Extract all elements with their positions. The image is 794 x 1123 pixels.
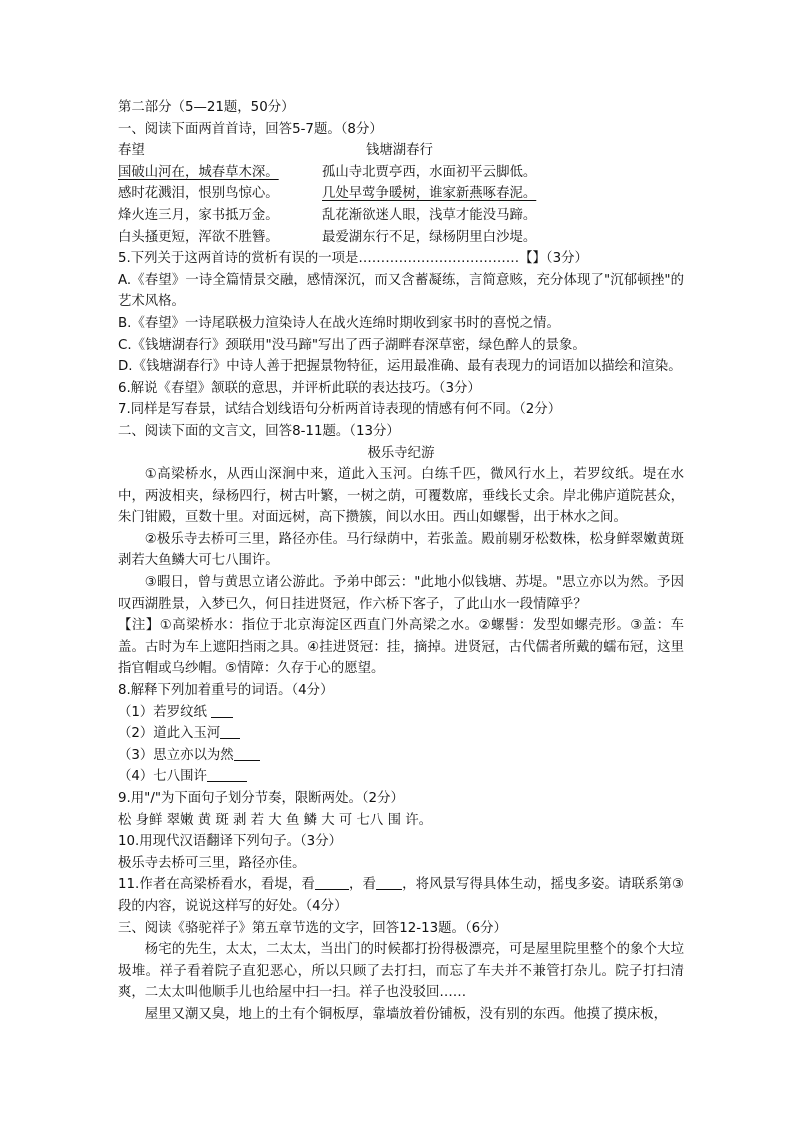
q10-sentence: 极乐寺去桥可三里，路径亦佳。	[118, 855, 306, 871]
passage-paragraph-1: ①高梁桥水，从西山深涧中来，道此入玉河。白练千匹，微风行水上，若罗纹纸。堤在水中，两波相夹，绿杨四行，树古叶繁，一树之荫，可覆数席，垂线长丈余。岸北佛庐道院甚众，朱门钳殿，亘数十里。对面远树，高下攒簇，间以水田。西山如螺髻，出于林水之间。	[118, 467, 684, 526]
q5-option-d: D.《钱塘湖春行》中诗人善于把握景物特征，运用最准确、最有表现力的词语加以描绘和渲染。	[118, 359, 682, 375]
q8-item-text: （1）若罗纹纸	[118, 704, 207, 720]
q11-text: 11.作者在高梁桥看水，看堤，看	[118, 877, 315, 893]
part3-heading: 三、阅读《骆驼祥子》第五章节选的文字，回答12-13题。（6分）	[118, 920, 507, 936]
poem-row	[118, 227, 684, 249]
poem-row	[118, 183, 684, 205]
section-header: 第二部分（5—21题，50分）	[118, 100, 295, 115]
poem1-line-underlined: 国破山河在，城春草木深。	[118, 164, 279, 180]
poem2-title: 钱塘湖春行	[366, 143, 433, 159]
q8-item-2	[118, 723, 684, 745]
q8-item-4	[118, 766, 684, 788]
part3-paragraph-1: 杨宅的先生，太太，二太太，当出门的时候都打扮得极漂亮，可是屋里院里整个的象个大垃圾堆。祥子看着院子直犯恶心，所以只顾了去打扫，而忘了车夫并不兼管打杂儿。院子打扫清爽，二太太叫他顺手儿也给屋中扫一扫。祥子也没驳回……	[118, 942, 684, 1001]
answer-blank[interactable]	[220, 724, 240, 739]
q5-option-c: C.《钱塘湖春行》颈联用"没马蹄"写出了西子湖畔春深草密，绿色醉人的景象。	[118, 337, 586, 353]
answer-blank[interactable]	[211, 703, 233, 718]
passage-paragraph-3: ③暇日，曾与黄思立诸公游此。予弟中郎云："此地小似钱塘、苏堤。"思立亦以为然。予因叹西湖胜景，入梦已久，何日挂进贤冠，作六桥下客子，了此山水一段情障乎？	[118, 575, 684, 612]
answer-blank[interactable]	[376, 875, 402, 890]
passage-paragraph-2: ②极乐寺去桥可三里，路径亦佳。马行绿荫中，若张盖。殿前剔牙松数株，松身鲜翠嫩黄斑剥若大鱼鳞大可七八围许。	[118, 531, 684, 569]
q8-item-text: （2）道此入玉河	[118, 726, 221, 742]
exam-page	[118, 97, 684, 1026]
poem2-line: 最爱湖东行不足，绿杨阴里白沙堤。	[322, 229, 537, 245]
q11-text: ，将风景写得具体生动，摇曳多姿。请联系第③段的内容，说说这样写的好处。（4分）	[118, 877, 685, 914]
q8-item-1	[118, 702, 684, 724]
poem2-line-underlined: 几处早莺争暖树，谁家新燕啄春泥。	[322, 186, 537, 202]
question-9: 9.用"/"为下面句子划分节奏，限断两处。（2分）	[118, 791, 404, 806]
poem-row	[118, 205, 684, 227]
q8-item-text: （3）思立亦以为然	[118, 747, 234, 763]
poem1-line: 烽火连三月，家书抵万金。	[118, 207, 279, 223]
question-7: 7.同样是写春景，试结合划线语句分析两首诗表现的情感有何不同。（2分）	[118, 402, 562, 418]
part3-paragraph-2: 屋里又潮又臭，地上的土有个铜板厚，靠墙放着份铺板，没有别的东西。他摸了摸床板，	[144, 1006, 668, 1022]
poem1-line: 感时花溅泪，恨别鸟惊心。	[118, 186, 279, 202]
question-5: 5.下列关于这两首诗的赏析有误的一项是………………………………【】（3分）	[118, 251, 588, 267]
q5-option-a: A.《春望》一诗全篇情景交融，感情深沉，而又含蓄凝练，言简意赅，充分体现了"沉郁顿挫"的艺术风格。	[118, 272, 684, 310]
passage-notes: 【注】①高梁桥水：指位于北京海淀区西直门外高梁之水。②螺髻：发型如螺壳形。③盖：车盖。古时为车上遮阳挡雨之具。④挂进贤冠：挂，摘掉。进贤冠，古代儒者所戴的蠕布冠，这里指官帽或乌纱帽。⑤情障：久存于心的愿望。	[118, 618, 684, 677]
question-11	[118, 874, 684, 917]
question-10: 10.用现代汉语翻译下列句子。（3分）	[118, 834, 342, 850]
poem1-title: 春望	[118, 143, 145, 159]
question-6: 6.解说《春望》颔联的意思，并评析此联的表达技巧。（3分）	[118, 380, 481, 396]
q11-text: ，看	[348, 877, 376, 893]
poem1-line: 白头搔更短，浑欲不胜簪。	[118, 229, 279, 245]
poem2-line: 孤山寺北贾亭西，水面初平云脚低。	[322, 164, 537, 180]
part1-heading: 一、阅读下面两首首诗，回答5-7题。（8分）	[118, 121, 383, 137]
poem2-line: 乱花渐欲迷人眼，浅草才能没马蹄。	[322, 207, 537, 223]
poem-titles	[118, 140, 684, 162]
q5-option-b: B.《春望》一诗尾联极力渲染诗人在战火连绵时期收到家书时的喜悦之情。	[118, 315, 560, 331]
answer-blank[interactable]	[315, 875, 349, 890]
answer-blank[interactable]	[234, 746, 260, 761]
question-8: 8.解释下列加着重号的词语。（4分）	[118, 683, 334, 699]
part2-heading: 二、阅读下面的文言文，回答8-11题。（13分）	[118, 423, 400, 439]
passage-title: 极乐寺纪游	[367, 445, 435, 461]
q8-item-text: （4）七八围许	[118, 769, 207, 785]
q9-sentence: 松 身鲜 翠嫩 黄 斑 剥 若 大 鱼 鳞 大 可 七八 围 许。	[118, 812, 433, 828]
q8-item-3	[118, 745, 684, 767]
poem-row	[118, 162, 684, 184]
answer-blank[interactable]	[207, 767, 247, 782]
